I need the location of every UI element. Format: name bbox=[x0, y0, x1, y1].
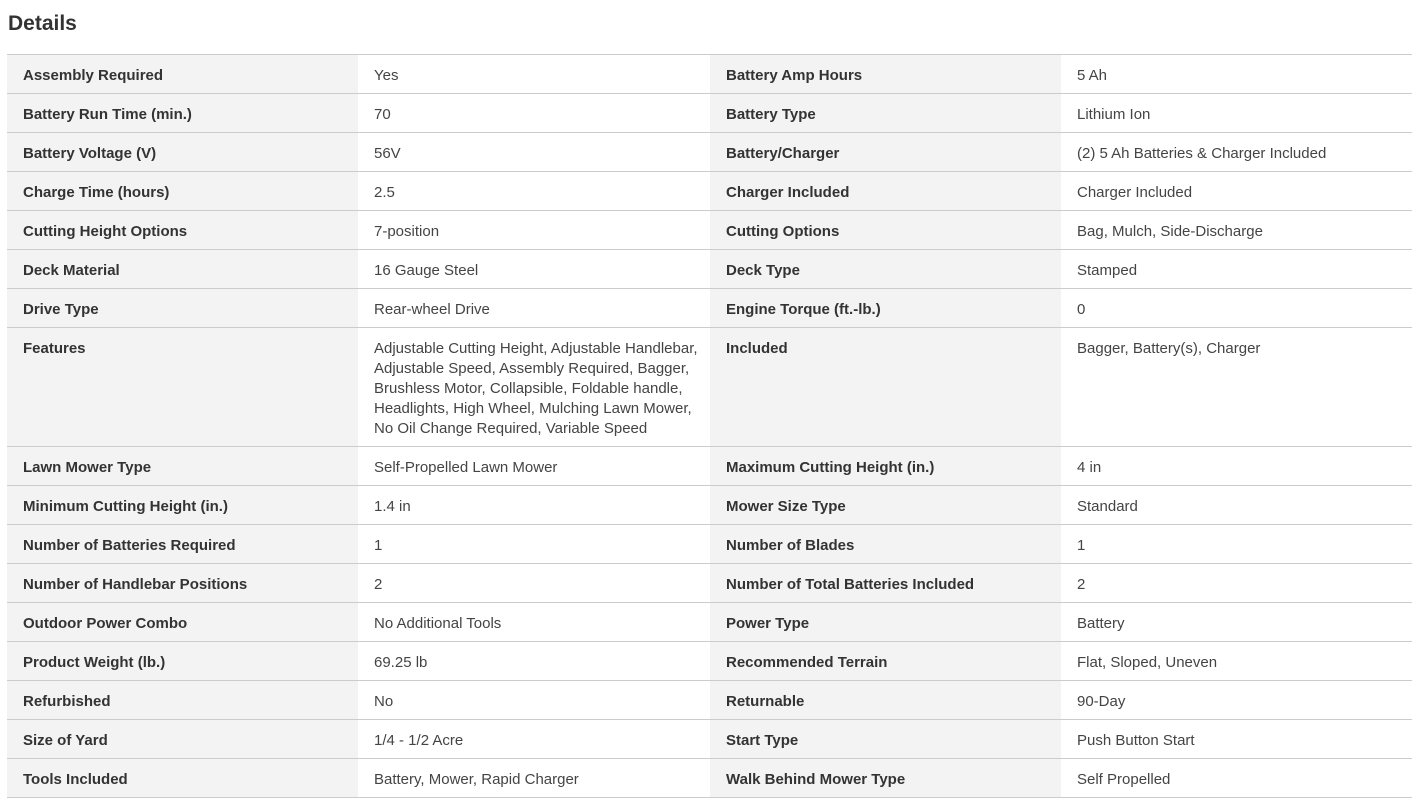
spec-value: 70 bbox=[358, 94, 710, 132]
table-row bbox=[7, 55, 1412, 94]
spec-value: 0 bbox=[1061, 289, 1412, 327]
spec-label: Refurbished bbox=[7, 681, 358, 719]
spec-label: Returnable bbox=[710, 681, 1061, 719]
spec-value: 1 bbox=[358, 525, 710, 563]
spec-value: No bbox=[358, 681, 710, 719]
spec-label: Drive Type bbox=[7, 289, 358, 327]
spec-value: Adjustable Cutting Height, Adjustable Handlebar, Adjustable Speed, Assembly Required, Bagger, Brushless Motor, Collapsible, Foldable handle, Headlights, High Wheel, Mulching Lawn Mower, No Oil Change Required, Variable Speed bbox=[358, 328, 710, 446]
spec-value: Stamped bbox=[1061, 250, 1412, 288]
spec-value: 1/4 - 1/2 Acre bbox=[358, 720, 710, 758]
table-row bbox=[7, 211, 1412, 250]
spec-label: Lawn Mower Type bbox=[7, 447, 358, 485]
table-row bbox=[7, 250, 1412, 289]
spec-label: Size of Yard bbox=[7, 720, 358, 758]
table-row bbox=[7, 720, 1412, 759]
spec-label: Cutting Options bbox=[710, 211, 1061, 249]
specifications-table bbox=[7, 54, 1412, 798]
table-row bbox=[7, 447, 1412, 486]
spec-label: Maximum Cutting Height (in.) bbox=[710, 447, 1061, 485]
table-row bbox=[7, 642, 1412, 681]
spec-value: Battery, Mower, Rapid Charger bbox=[358, 759, 710, 797]
spec-value: 2 bbox=[1061, 564, 1412, 602]
table-row bbox=[7, 133, 1412, 172]
spec-label: Number of Blades bbox=[710, 525, 1061, 563]
spec-label: Product Weight (lb.) bbox=[7, 642, 358, 680]
spec-value: Push Button Start bbox=[1061, 720, 1412, 758]
spec-value: 69.25 lb bbox=[358, 642, 710, 680]
spec-value: 1.4 in bbox=[358, 486, 710, 524]
table-row bbox=[7, 328, 1412, 447]
table-row bbox=[7, 603, 1412, 642]
spec-label: Engine Torque (ft.-lb.) bbox=[710, 289, 1061, 327]
spec-label: Mower Size Type bbox=[710, 486, 1061, 524]
spec-label: Battery Type bbox=[710, 94, 1061, 132]
table-row bbox=[7, 681, 1412, 720]
spec-value: Bag, Mulch, Side-Discharge bbox=[1061, 211, 1412, 249]
spec-label: Assembly Required bbox=[7, 55, 358, 93]
spec-label: Charger Included bbox=[710, 172, 1061, 210]
table-row bbox=[7, 486, 1412, 525]
spec-value: 2 bbox=[358, 564, 710, 602]
spec-label: Number of Handlebar Positions bbox=[7, 564, 358, 602]
spec-value: 56V bbox=[358, 133, 710, 171]
spec-value: 7-position bbox=[358, 211, 710, 249]
spec-value: 16 Gauge Steel bbox=[358, 250, 710, 288]
spec-value: Charger Included bbox=[1061, 172, 1412, 210]
spec-label: Deck Type bbox=[710, 250, 1061, 288]
spec-label: Included bbox=[710, 328, 1061, 446]
spec-value: Bagger, Battery(s), Charger bbox=[1061, 328, 1412, 446]
spec-value: Battery bbox=[1061, 603, 1412, 641]
spec-value: 5 Ah bbox=[1061, 55, 1412, 93]
table-row bbox=[7, 289, 1412, 328]
spec-value: No Additional Tools bbox=[358, 603, 710, 641]
spec-value: Flat, Sloped, Uneven bbox=[1061, 642, 1412, 680]
spec-label: Start Type bbox=[710, 720, 1061, 758]
table-row bbox=[7, 759, 1412, 798]
table-row bbox=[7, 172, 1412, 211]
spec-label: Recommended Terrain bbox=[710, 642, 1061, 680]
table-row bbox=[7, 564, 1412, 603]
spec-label: Tools Included bbox=[7, 759, 358, 797]
spec-value: Self Propelled bbox=[1061, 759, 1412, 797]
spec-label: Minimum Cutting Height (in.) bbox=[7, 486, 358, 524]
spec-label: Cutting Height Options bbox=[7, 211, 358, 249]
spec-label: Number of Batteries Required bbox=[7, 525, 358, 563]
spec-label: Deck Material bbox=[7, 250, 358, 288]
spec-label: Power Type bbox=[710, 603, 1061, 641]
spec-value: 1 bbox=[1061, 525, 1412, 563]
table-row bbox=[7, 525, 1412, 564]
spec-label: Outdoor Power Combo bbox=[7, 603, 358, 641]
spec-value: 2.5 bbox=[358, 172, 710, 210]
spec-label: Battery Voltage (V) bbox=[7, 133, 358, 171]
spec-label: Battery Run Time (min.) bbox=[7, 94, 358, 132]
spec-value: Rear-wheel Drive bbox=[358, 289, 710, 327]
spec-value: Lithium Ion bbox=[1061, 94, 1412, 132]
spec-value: 4 in bbox=[1061, 447, 1412, 485]
spec-value: 90-Day bbox=[1061, 681, 1412, 719]
spec-value: Self-Propelled Lawn Mower bbox=[358, 447, 710, 485]
spec-label: Charge Time (hours) bbox=[7, 172, 358, 210]
spec-label: Battery Amp Hours bbox=[710, 55, 1061, 93]
spec-value: Standard bbox=[1061, 486, 1412, 524]
spec-label: Battery/Charger bbox=[710, 133, 1061, 171]
table-row bbox=[7, 94, 1412, 133]
spec-value: (2) 5 Ah Batteries & Charger Included bbox=[1061, 133, 1412, 171]
spec-label: Features bbox=[7, 328, 358, 446]
section-title: Details bbox=[8, 12, 77, 35]
spec-value: Yes bbox=[358, 55, 710, 93]
spec-label: Walk Behind Mower Type bbox=[710, 759, 1061, 797]
spec-label: Number of Total Batteries Included bbox=[710, 564, 1061, 602]
